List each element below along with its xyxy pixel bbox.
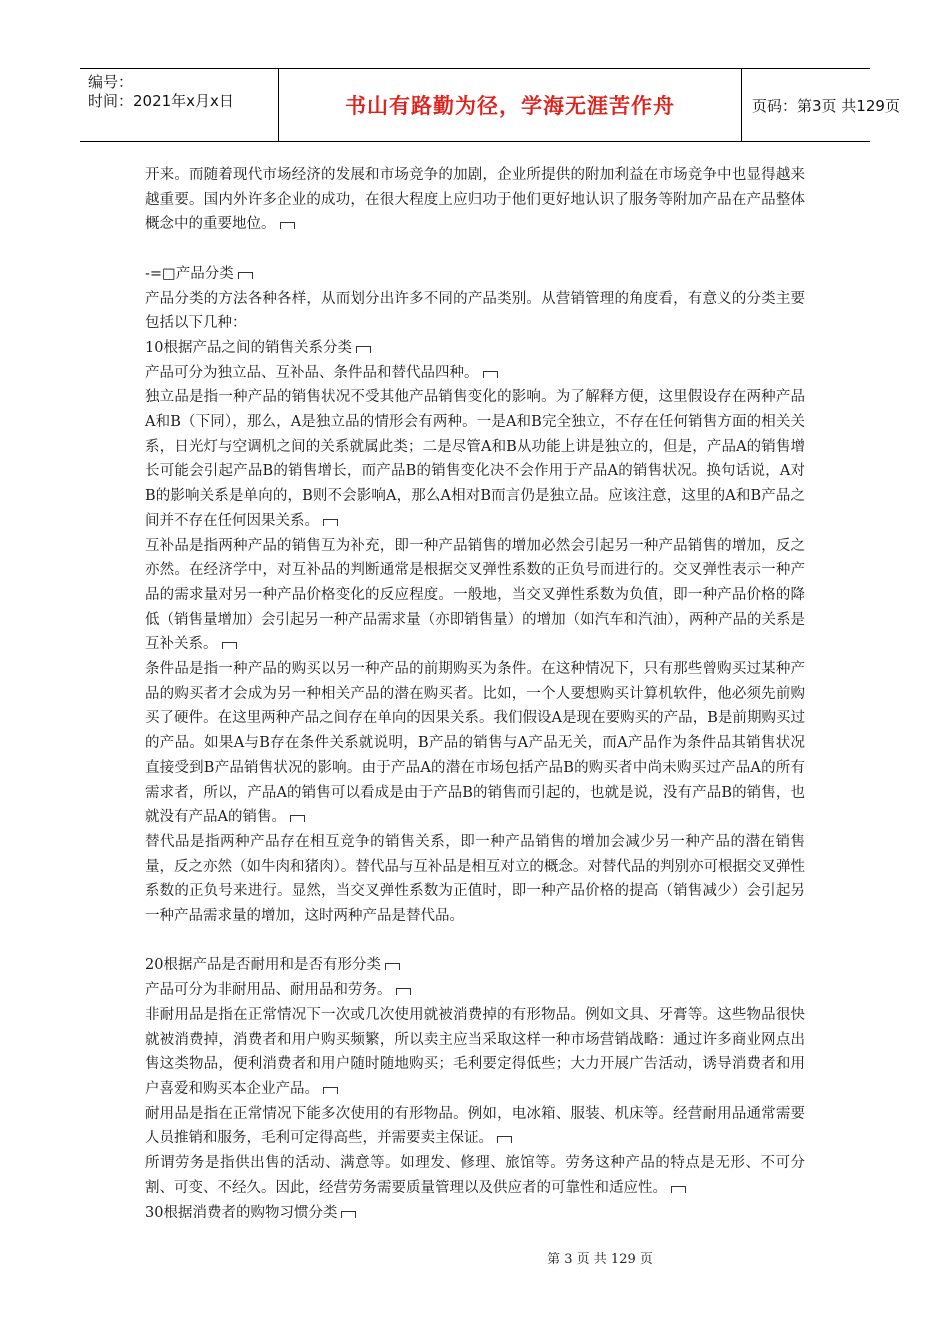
header-motto-cell <box>278 69 742 141</box>
header-page-code: 页码：第3页 共129页 <box>752 97 900 115</box>
subsection-heading: 10根据产品之间的销售关系分类 <box>145 336 805 361</box>
paragraph: 产品分类的方法各种各样，从而划分出许多不同的产品类别。从营销管理的角度看，有意义的分类主要包括以下几种： <box>145 290 805 332</box>
return-mark-icon <box>341 1211 356 1218</box>
page-header <box>80 68 900 142</box>
document-time-label: 时间：2021年x月x日 <box>88 92 234 110</box>
document-body <box>145 163 805 1225</box>
return-mark-icon <box>238 272 253 279</box>
paragraph: 产品可分为独立品、互补品、条件品和替代品四种。 <box>145 361 805 386</box>
subsection-heading: 20根据产品是否耐用和是否有形分类 <box>145 953 805 978</box>
return-mark-icon <box>280 222 295 229</box>
return-mark-icon <box>222 642 237 649</box>
return-mark-icon <box>671 1186 686 1193</box>
blank-line <box>145 237 805 262</box>
paragraph: 非耐用品是指在正常情况下一次或几次使用就被消费掉的有形物品。例如文具、牙膏等。这些物品很快就被消费掉，消费者和用户购买频繁，所以卖主应当采取这样一种市场营销战略：通过许多商业网点出售这类物品，便利消费者和用户随时随地购买；毛利要定得低些；大力开展广告活动，诱导消费者和用户喜爱和购买本企业产品。 <box>145 1006 805 1097</box>
paragraph: 开来。而随着现代市场经济的发展和市场竞争的加剧，企业所提供的附加利益在市场竞争中也显得越来越重要。国内外许多企业的成功，在很大程度上应归功于他们更好地认识了服务等附加产品在产品整体概念中的重要地位。 <box>145 167 805 233</box>
header-meta <box>88 73 270 111</box>
return-mark-icon <box>323 1087 338 1094</box>
document-number-label: 编号： <box>88 73 134 91</box>
return-mark-icon <box>323 519 338 526</box>
header-motto: 书山有路勤为径，学海无涯苦作舟 <box>345 94 675 118</box>
return-mark-icon <box>385 963 400 970</box>
paragraph: 互补品是指两种产品的销售互为补充，即一种产品销售的增加必然会引起另一种产品销售的增加，反之亦然。在经济学中，对互补品的判断通常是根据交叉弹性系数的正负号而进行的。交叉弹性表示一种产品的需求量对另一种产品价格变化的反应程度。一般地，当交叉弹性系数为负值，即一种产品价格的降低（销售量增加）会引起另一种产品需求量（亦即销售量）的增加（如汽车和汽油），两种产品的关系是互补关系。 <box>145 537 805 653</box>
return-mark-icon <box>396 988 411 995</box>
return-mark-icon <box>497 1136 512 1143</box>
paragraph: 产品可分为非耐用品、耐用品和劳务。 <box>145 978 805 1003</box>
paragraph: 独立品是指一种产品的销售状况不受其他产品销售变化的影响。为了解释方便，这里假设存在两种产品A和B（下同），那么，A是独立品的情形会有两种。一是A和B完全独立，不存在任何销售方面的相关关系，日光灯与空调机之间的关系就属此类；二是尽管A和B从功能上讲是独立的，但是，产品A的销售增长可能会引起产品B的销售增长，而产品B的销售变化决不会作用于产品A的销售状况。换句话说，A对B的影响关系是单向的，B则不会影响A，那么A相对B而言仍是独立品。应该注意，这里的A和B产品之间并不存在任何因果关系。 <box>145 389 806 529</box>
paragraph: 所谓劳务是指供出售的活动、满意等。如理发、修理、旅馆等。劳务这种产品的特点是无形、不可分割、可变、不经久。因此，经营劳务需要质量管理以及供应者的可靠性和适应性。 <box>145 1155 805 1196</box>
subsection-heading: 30根据消费者的购物习惯分类 <box>145 1201 805 1226</box>
return-mark-icon <box>290 815 305 822</box>
return-mark-icon <box>483 371 498 378</box>
paragraph: 条件品是指一种产品的购买以另一种产品的前期购买为条件。在这种情况下，只有那些曾购买过某种产品的购买者才会成为另一种相关产品的潜在购买者。比如，一个人要想购买计算机软件，他必须先前购买了硬件。在这里两种产品之间存在单向的因果关系。我们假设A是现在要购买的产品，B是前期购买过的产品。如果A与B存在条件关系就说明，B产品的销售与A产品无关，而A产品作为条件品其销售状况直接受到B产品销售状况的影响。由于产品A的潜在市场包括产品B的购买者中尚未购买过产品A的所有需求者，所以，产品A的销售可以看成是由于产品B的销售而引起的，也就是说，没有产品B的销售，也就没有产品A的销售。 <box>145 661 805 826</box>
paragraph: 替代品是指两种产品存在相互竞争的销售关系，即一种产品销售的增加会减少另一种产品的潜在销售量，反之亦然（如牛肉和猪肉）。替代品与互补品是相互对立的概念。对替代品的判别亦可根据交叉弹性系数的正负号来进行。显然，当交叉弹性系数为正值时，即一种产品价格的提高（销售减少）会引起另一种产品需求量的增加，这时两种产品是替代品。 <box>145 833 805 925</box>
return-mark-icon <box>356 346 371 353</box>
section-heading: -=□产品分类 <box>145 262 805 287</box>
paragraph: 耐用品是指在正常情况下能多次使用的有形物品。例如，电冰箱、服装、机床等。经营耐用品通常需要人员推销和服务，毛利可定得高些，并需要卖主保证。 <box>145 1105 805 1147</box>
blank-line <box>145 929 805 954</box>
page-footer: 第 3 页 共 129 页 <box>547 1252 653 1267</box>
